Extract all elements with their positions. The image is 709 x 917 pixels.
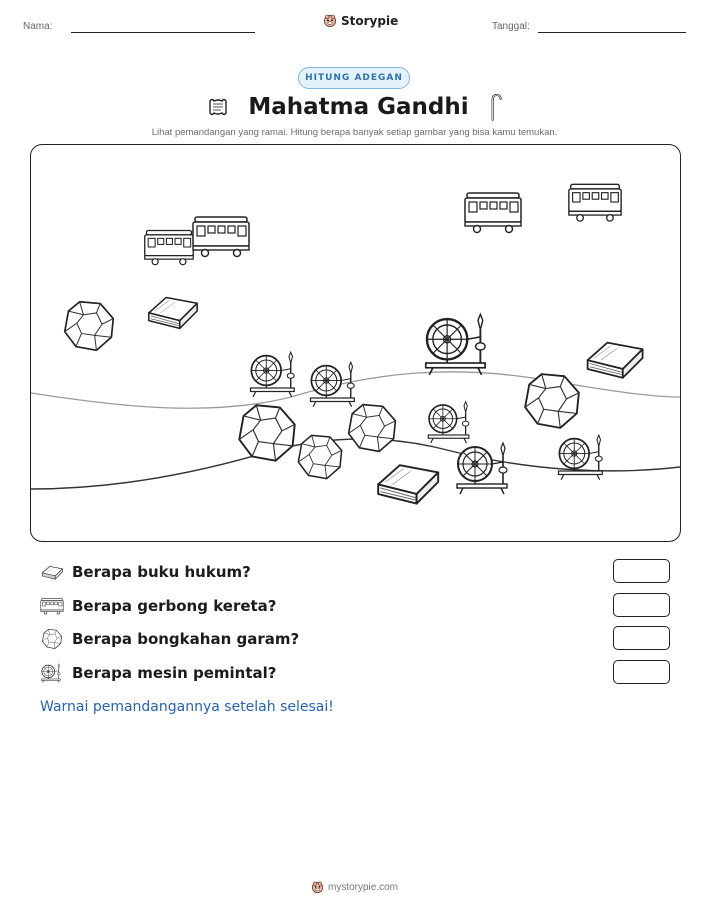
- page-title: Mahatma Gandhi: [248, 94, 469, 120]
- train-car: [569, 184, 621, 221]
- salt-lump: [349, 405, 396, 452]
- date-label: Tanggal:: [492, 21, 530, 32]
- spinning-wheel: [311, 362, 355, 407]
- salt-lump: [239, 405, 294, 460]
- counting-scene[interactable]: [30, 144, 681, 542]
- answer-box-books[interactable]: [613, 559, 670, 583]
- salt-lump: [298, 435, 341, 478]
- spinning-wheel: [428, 402, 469, 443]
- footer-url[interactable]: mystorypie.com: [327, 882, 398, 893]
- answer-box-spinning-wheels[interactable]: [613, 660, 670, 684]
- parchment-icon: [206, 95, 230, 119]
- law-book: [149, 297, 197, 328]
- brand-name: Storypie: [341, 14, 399, 28]
- train-car: [465, 193, 521, 233]
- answer-box-train-cars[interactable]: [613, 593, 670, 617]
- spinning-wheel: [559, 435, 603, 480]
- back-hill: [31, 372, 680, 408]
- question-row: [40, 660, 276, 686]
- question-text: Berapa gerbong kereta?: [72, 597, 277, 615]
- train-car: [193, 217, 249, 257]
- book-icon: [40, 563, 64, 581]
- instruction-text: Warnai pemandangannya setelah selesai!: [40, 699, 334, 715]
- salt-lump: [65, 302, 114, 351]
- law-book: [588, 343, 643, 378]
- spinning-wheel: [457, 443, 507, 494]
- salt-lump: [525, 374, 579, 428]
- train-car-icon: [40, 597, 64, 615]
- question-text: Berapa bongkahan garam?: [72, 630, 300, 648]
- train-car: [145, 231, 194, 265]
- question-text: Berapa mesin pemintal?: [72, 664, 277, 682]
- question-text: Berapa buku hukum?: [72, 563, 251, 581]
- name-field[interactable]: [71, 32, 255, 33]
- cane-icon: [487, 92, 503, 122]
- mascot-icon: [323, 14, 337, 28]
- brand-logo: [323, 14, 398, 28]
- name-label: Nama:: [23, 21, 53, 32]
- question-row: [40, 593, 277, 619]
- scene-drawing: [31, 145, 680, 541]
- law-book: [378, 465, 438, 503]
- spinning-wheel: [426, 314, 485, 375]
- activity-badge: HITUNG ADEGAN: [298, 67, 410, 89]
- question-row: [40, 559, 251, 585]
- mascot-icon: [311, 881, 324, 894]
- footer: [0, 881, 709, 894]
- spinning-wheel-icon: [40, 662, 64, 684]
- date-field[interactable]: [538, 32, 686, 33]
- salt-lump-icon: [40, 628, 64, 650]
- spinning-wheel: [251, 352, 295, 397]
- question-row: [40, 626, 299, 652]
- subtitle: Lihat pemandangan yang ramai. Hitung berapa banyak setiap gambar yang bisa kamu temukan.: [151, 127, 558, 138]
- answer-box-salt-lumps[interactable]: [613, 626, 670, 650]
- title-row: [0, 92, 709, 125]
